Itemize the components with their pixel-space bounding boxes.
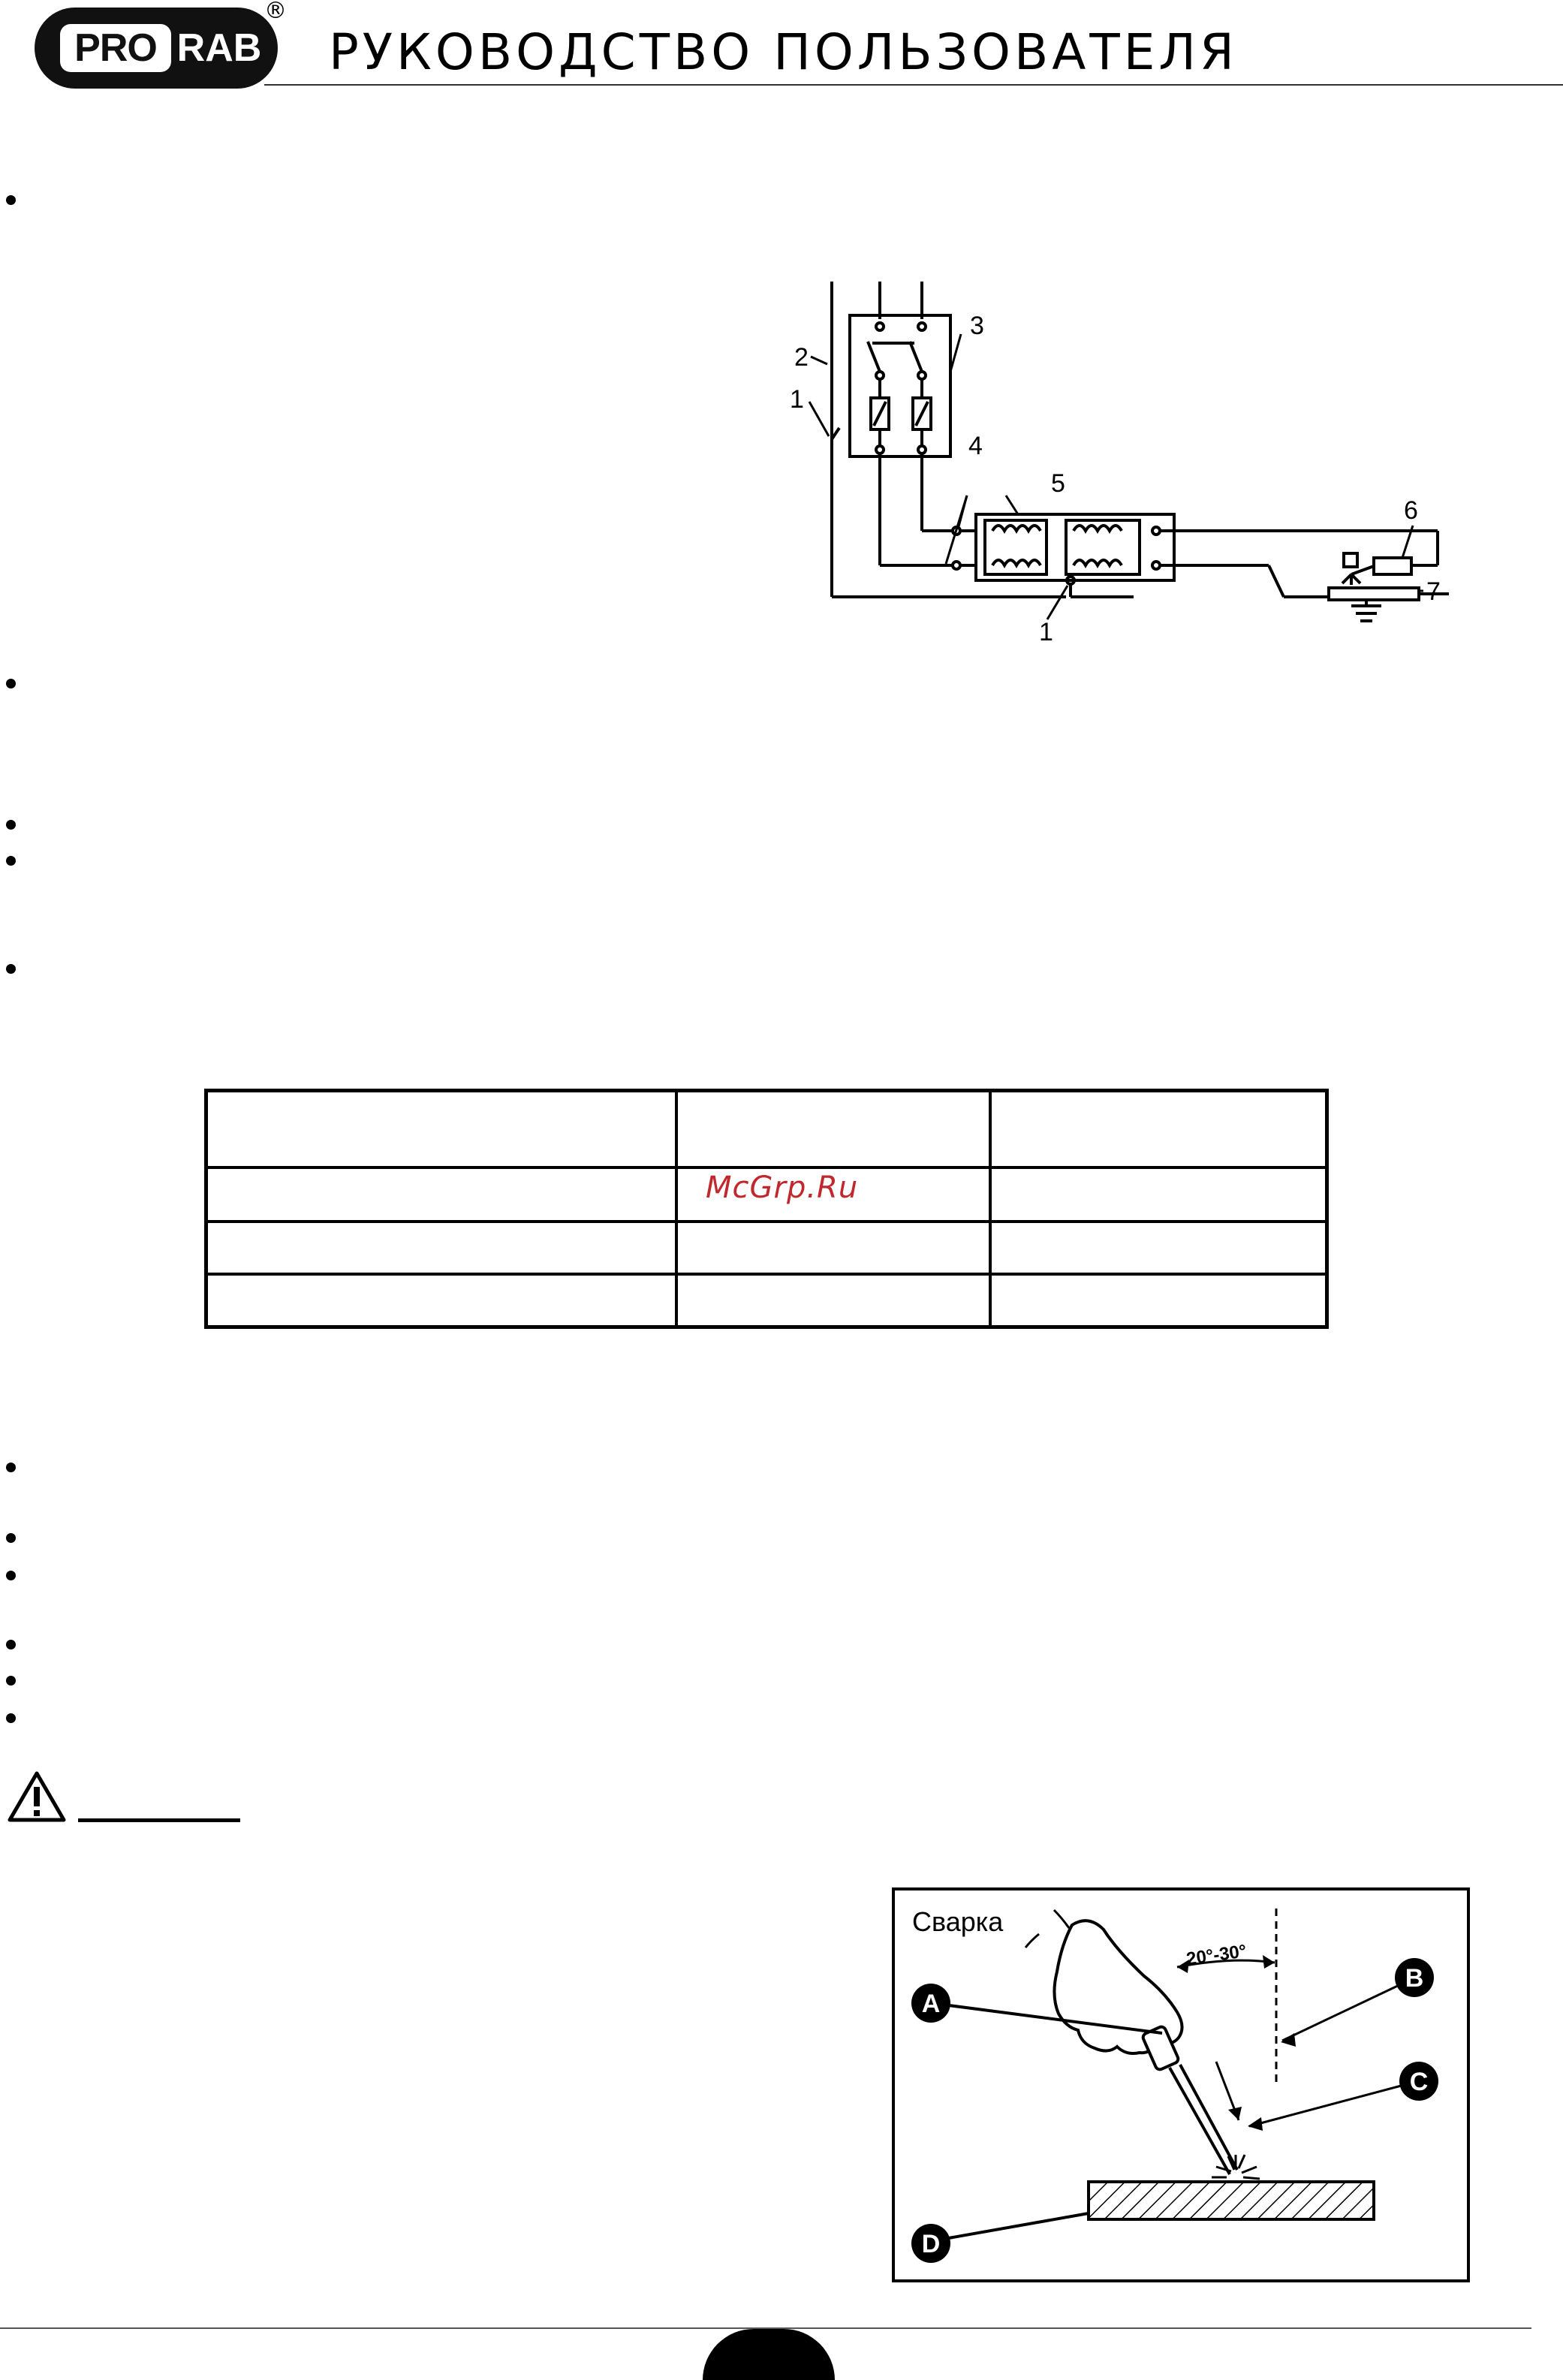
page-number-badge: [703, 2329, 835, 2380]
table-row-divider-2: [208, 1220, 1325, 1223]
schematic-label-4: 4: [968, 432, 983, 460]
marker-b-label: B: [1405, 1964, 1424, 1993]
prorab-logo: [35, 8, 278, 89]
bullet-5: [6, 964, 16, 974]
watermark-text: McGrp.Ru: [706, 1170, 859, 1205]
welding-caption: Сварка: [912, 1906, 1004, 1937]
table-row-divider-3: [208, 1273, 1325, 1276]
schematic-label-1-top: 1: [790, 385, 804, 414]
schematic-label-6: 6: [1404, 496, 1418, 525]
bullet-8: [6, 1571, 16, 1580]
bullet-7: [6, 1533, 16, 1543]
bullet-3: [6, 820, 16, 830]
bullet-4: [6, 856, 16, 866]
marker-d: [911, 2224, 950, 2263]
wiring-schematic: [788, 267, 1464, 657]
table-row-divider-1: [208, 1166, 1325, 1169]
marker-d-label: D: [921, 2230, 941, 2258]
header-divider: [264, 84, 1563, 86]
logo-pro-text: PRO: [60, 24, 171, 72]
bullet-1: [6, 195, 16, 205]
bullet-9: [6, 1640, 16, 1649]
bullet-2: [6, 679, 16, 688]
marker-a-label: A: [921, 1990, 941, 2018]
bullet-11: [6, 1713, 16, 1723]
warning-underline: [78, 1818, 240, 1822]
warning-triangle-icon: [8, 1770, 66, 1823]
page-header-title: РУКОВОДСТВО ПОЛЬЗОВАТЕЛЯ: [329, 23, 1238, 81]
schematic-label-2: 2: [794, 343, 809, 372]
welding-figure: [892, 1887, 1470, 2282]
marker-c-label: C: [1409, 2068, 1429, 2096]
marker-c: [1399, 2062, 1438, 2101]
table-col-divider-1: [675, 1092, 678, 1325]
bullet-6: [6, 1463, 16, 1472]
angle-label: 20°-30°: [1185, 1941, 1248, 1970]
schematic-label-1-bottom: 1: [1039, 618, 1053, 646]
registered-mark: ®: [264, 0, 287, 24]
marker-a: [911, 1984, 950, 2023]
marker-b: [1395, 1958, 1434, 1997]
table-col-divider-2: [989, 1092, 992, 1325]
data-table: [204, 1089, 1329, 1329]
schematic-label-3: 3: [970, 312, 984, 340]
logo-rab-text: RAB: [176, 26, 262, 70]
bullet-10: [6, 1676, 16, 1686]
schematic-label-7: 7: [1426, 577, 1441, 606]
schematic-label-5: 5: [1051, 469, 1065, 498]
